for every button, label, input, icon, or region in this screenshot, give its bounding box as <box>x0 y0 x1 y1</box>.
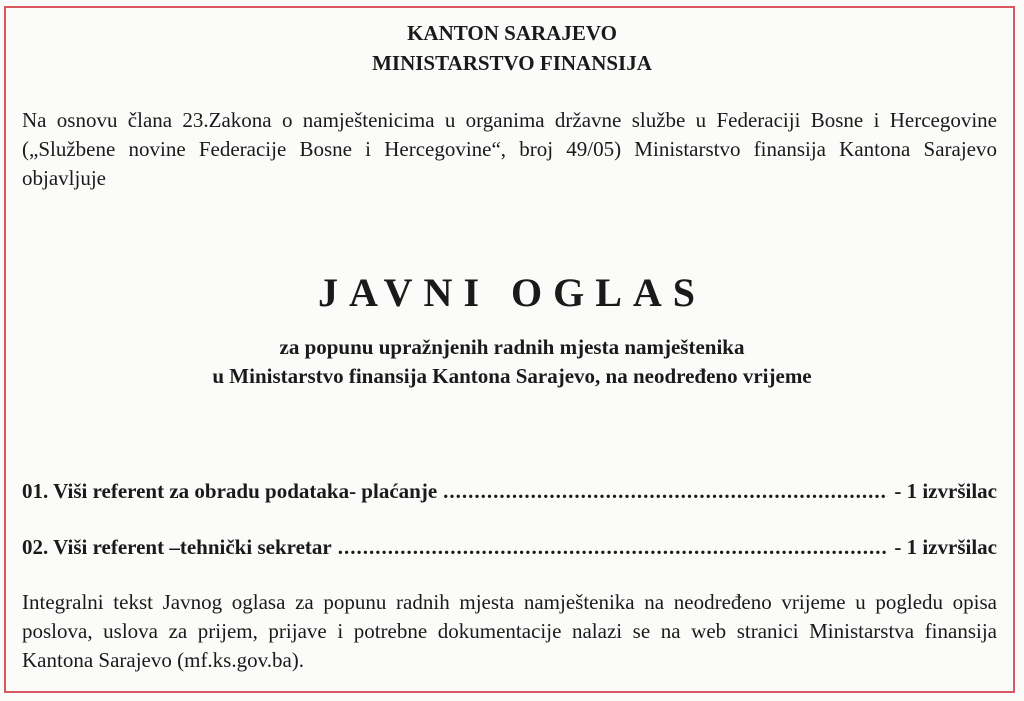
outro-paragraph: Integralni tekst Javnog oglasa za popunu radnih mjesta namještenika na neodređeno vrijeme u pogledu opisa poslova, uslova za prijem, prijave i potrebne dokumentacije nalazi se na web stranici Ministarstva finansija Kantona Sarajevo (mf.ks.gov.ba). <box>22 590 997 672</box>
position-count: - 1 izvršilac <box>894 479 997 503</box>
header-ministry: MINISTARSTVO FINANSIJA <box>372 51 652 75</box>
position-label: 02. Viši referent –tehnički sekretar <box>22 535 332 559</box>
intro-paragraph: Na osnovu člana 23.Zakona o namještenicima u organima državne službe u Federaciji Bosne i Hercegovine („Službene novine Federacije Bosne i Hercegovine“, broj 49/05) Ministarstvo finansija Kantona Sarajevo objavljuje <box>22 108 997 190</box>
position-row-1 <box>22 477 997 505</box>
position-count: - 1 izvršilac <box>894 535 997 559</box>
dot-leader <box>338 533 889 561</box>
announcement-title: JAVNI OGLAS <box>317 270 707 315</box>
subtitle-line-1: za popunu upražnjenih radnih mjesta namještenika <box>279 335 745 359</box>
dot-leader <box>443 477 888 505</box>
position-row-2 <box>22 533 997 561</box>
header-canton: KANTON SARAJEVO <box>407 21 617 45</box>
position-label: 01. Viši referent za obradu podataka- plaćanje <box>22 479 438 503</box>
subtitle-line-2: u Ministarstvo finansija Kantona Sarajevo, na neodređeno vrijeme <box>212 364 812 388</box>
